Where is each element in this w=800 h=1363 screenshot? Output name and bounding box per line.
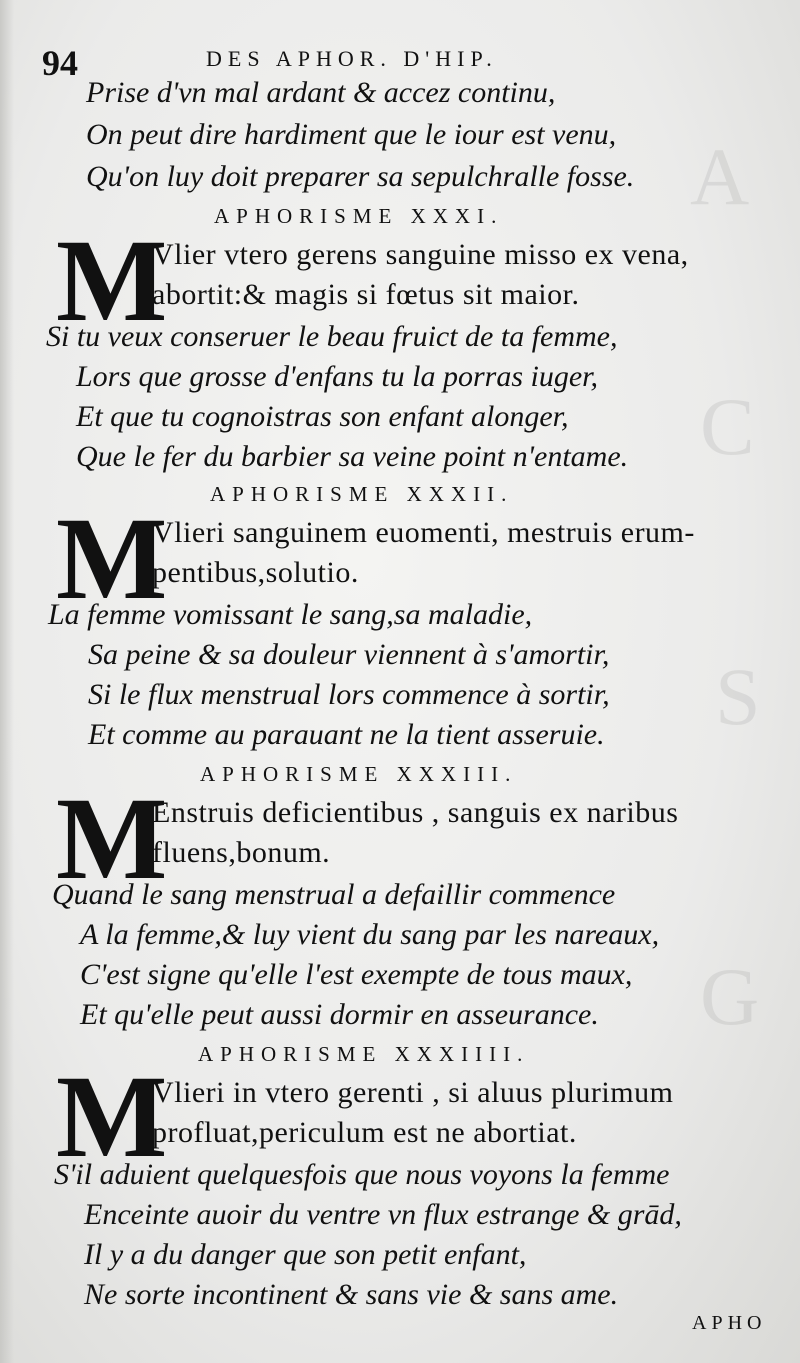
verse-line: Il y a du danger que son petit enfant, bbox=[84, 1238, 527, 1271]
latin-line: abortit:& magis si fœtus sit maior. bbox=[152, 278, 580, 311]
verse-line: Et qu'elle peut aussi dormir en asseurance. bbox=[80, 998, 599, 1031]
verse-line: Que le fer du barbier sa veine point n'entame. bbox=[76, 440, 629, 473]
aphorism-heading: APHORISME XXXI. bbox=[214, 204, 504, 228]
bleed-through-glyph: G bbox=[700, 951, 760, 1042]
verse-line: Quand le sang menstrual a defaillir commence bbox=[52, 878, 616, 911]
aphorism-heading: APHORISME XXXIII. bbox=[200, 762, 518, 786]
running-title: DES APHOR. D'HIP. bbox=[206, 46, 498, 71]
verse-line: Si tu veux conseruer le beau fruict de ta femme, bbox=[46, 320, 618, 353]
bleed-through-glyph: C bbox=[700, 381, 755, 472]
verse-line: Lors que grosse d'enfans tu la porras iuger, bbox=[76, 360, 599, 393]
verse-line: Et que tu cognoistras son enfant alonger, bbox=[76, 400, 569, 433]
verse-line: La femme vomissant le sang,sa maladie, bbox=[48, 598, 533, 631]
verse-line: Et comme au parauant ne la tient asseruie. bbox=[88, 718, 605, 751]
page-number: 94 bbox=[42, 43, 78, 83]
page-edge-shadow bbox=[0, 0, 14, 1363]
verse-line: Prise d'vn mal ardant & accez continu, bbox=[86, 76, 556, 109]
drop-cap: M bbox=[56, 215, 168, 346]
verse-line: Enceinte auoir du ventre vn flux estrange & grād, bbox=[84, 1198, 682, 1231]
latin-line: Vlieri sanguinem euomenti, mestruis erum- bbox=[152, 516, 695, 549]
latin-line: pentibus,solutio. bbox=[152, 556, 359, 589]
bleed-through-glyph: A bbox=[690, 131, 750, 222]
verse-line: Ne sorte incontinent & sans vie & sans ame. bbox=[84, 1278, 619, 1311]
verse-line: Si le flux menstrual lors commence à sortir, bbox=[88, 678, 610, 711]
verse-line: C'est signe qu'elle l'est exempte de tous maux, bbox=[80, 958, 633, 991]
verse-line: Qu'on luy doit preparer sa sepulchralle fosse. bbox=[86, 160, 635, 193]
catchword: APHO bbox=[692, 1312, 767, 1334]
drop-cap: M bbox=[56, 493, 168, 624]
drop-cap: M bbox=[56, 1051, 168, 1182]
aphorism-heading: APHORISME XXXIIII. bbox=[198, 1042, 530, 1066]
aphorism-heading: APHORISME XXXII. bbox=[210, 482, 514, 506]
bleed-through-glyph: S bbox=[715, 651, 761, 742]
verse-line: On peut dire hardiment que le iour est venu, bbox=[86, 118, 617, 151]
verse-line: A la femme,& luy vient du sang par les nareaux, bbox=[80, 918, 660, 951]
latin-line: fluens,bonum. bbox=[152, 836, 331, 869]
drop-cap: M bbox=[56, 773, 168, 904]
latin-line: profluat,periculum est ne abortiat. bbox=[152, 1116, 577, 1149]
latin-line: Vlieri in vtero gerenti , si aluus plurimum bbox=[152, 1076, 674, 1109]
latin-line: Enstruis deficientibus , sanguis ex naribus bbox=[152, 796, 679, 829]
verse-line: Sa peine & sa douleur viennent à s'amortir, bbox=[88, 638, 610, 671]
verse-line: S'il aduient quelquesfois que nous voyons la femme bbox=[54, 1158, 670, 1191]
latin-line: Vlier vtero gerens sanguine misso ex vena, bbox=[152, 238, 689, 271]
